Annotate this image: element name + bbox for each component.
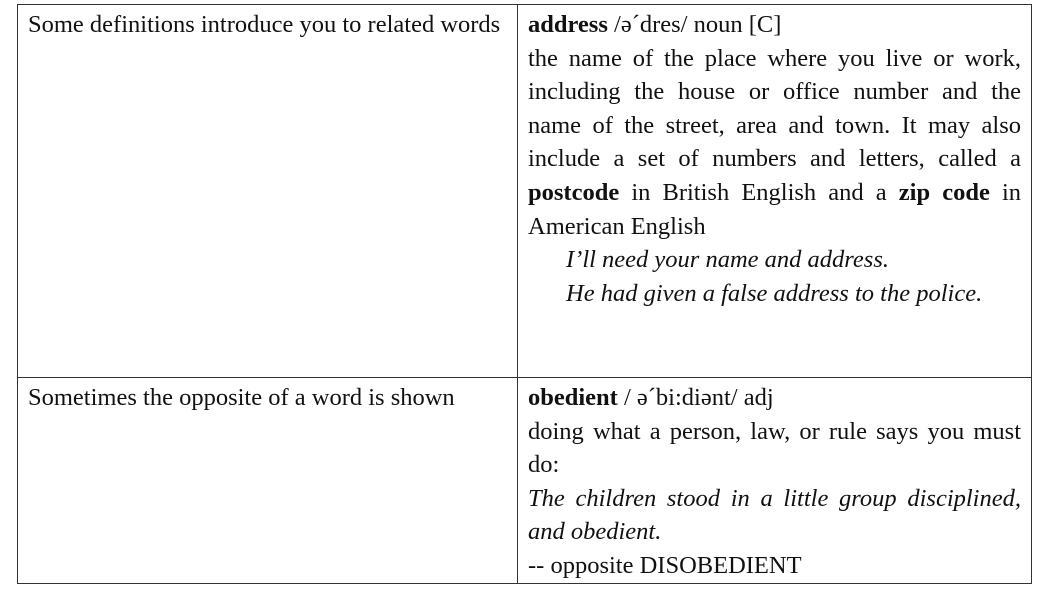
- related-word: postcode: [528, 178, 620, 206]
- definition: [528, 42, 1021, 244]
- entry-header: [528, 381, 1021, 415]
- description-cell: [18, 378, 518, 584]
- example-sentence: He had given a false address to the police.: [566, 279, 983, 307]
- table-row: [18, 5, 1032, 378]
- dictionary-table: [17, 4, 1032, 584]
- dictionary-entry-address: [518, 5, 1032, 378]
- definition: doing what a person, law, or rule says you must do:: [528, 417, 1021, 479]
- example-sentence: The children stood in a little group disciplined, and obedient.: [528, 484, 1021, 546]
- description-cell: [18, 5, 518, 378]
- headword: address: [528, 11, 608, 38]
- dictionary-entry-obedient: [518, 378, 1032, 584]
- description-text: Sometimes the opposite of a word is shown: [28, 384, 455, 411]
- entry-header: [528, 8, 1021, 42]
- description-text: Some definitions introduce you to related words: [28, 11, 501, 38]
- definition-text: the name of the place where you live or work, including the house or office number and the name of the street, area and town. It may also include a set of numbers and letters, called a: [528, 44, 1021, 173]
- pronunciation: /əˊdres/: [614, 11, 688, 38]
- opposite-note: -- opposite DISOBEDIENT: [528, 551, 802, 579]
- example-sentence: I’ll need your name and address.: [566, 246, 889, 274]
- definition-text: in British English and a: [631, 178, 887, 206]
- pronunciation: / əˊbi:diənt/: [623, 384, 738, 411]
- table-row: [18, 378, 1032, 584]
- grammar-label: noun [C]: [693, 11, 782, 38]
- related-word: zip code: [898, 178, 990, 206]
- grammar-label: adj: [743, 384, 774, 411]
- definition-text: in American English: [528, 178, 1022, 240]
- headword: obedient: [528, 384, 618, 411]
